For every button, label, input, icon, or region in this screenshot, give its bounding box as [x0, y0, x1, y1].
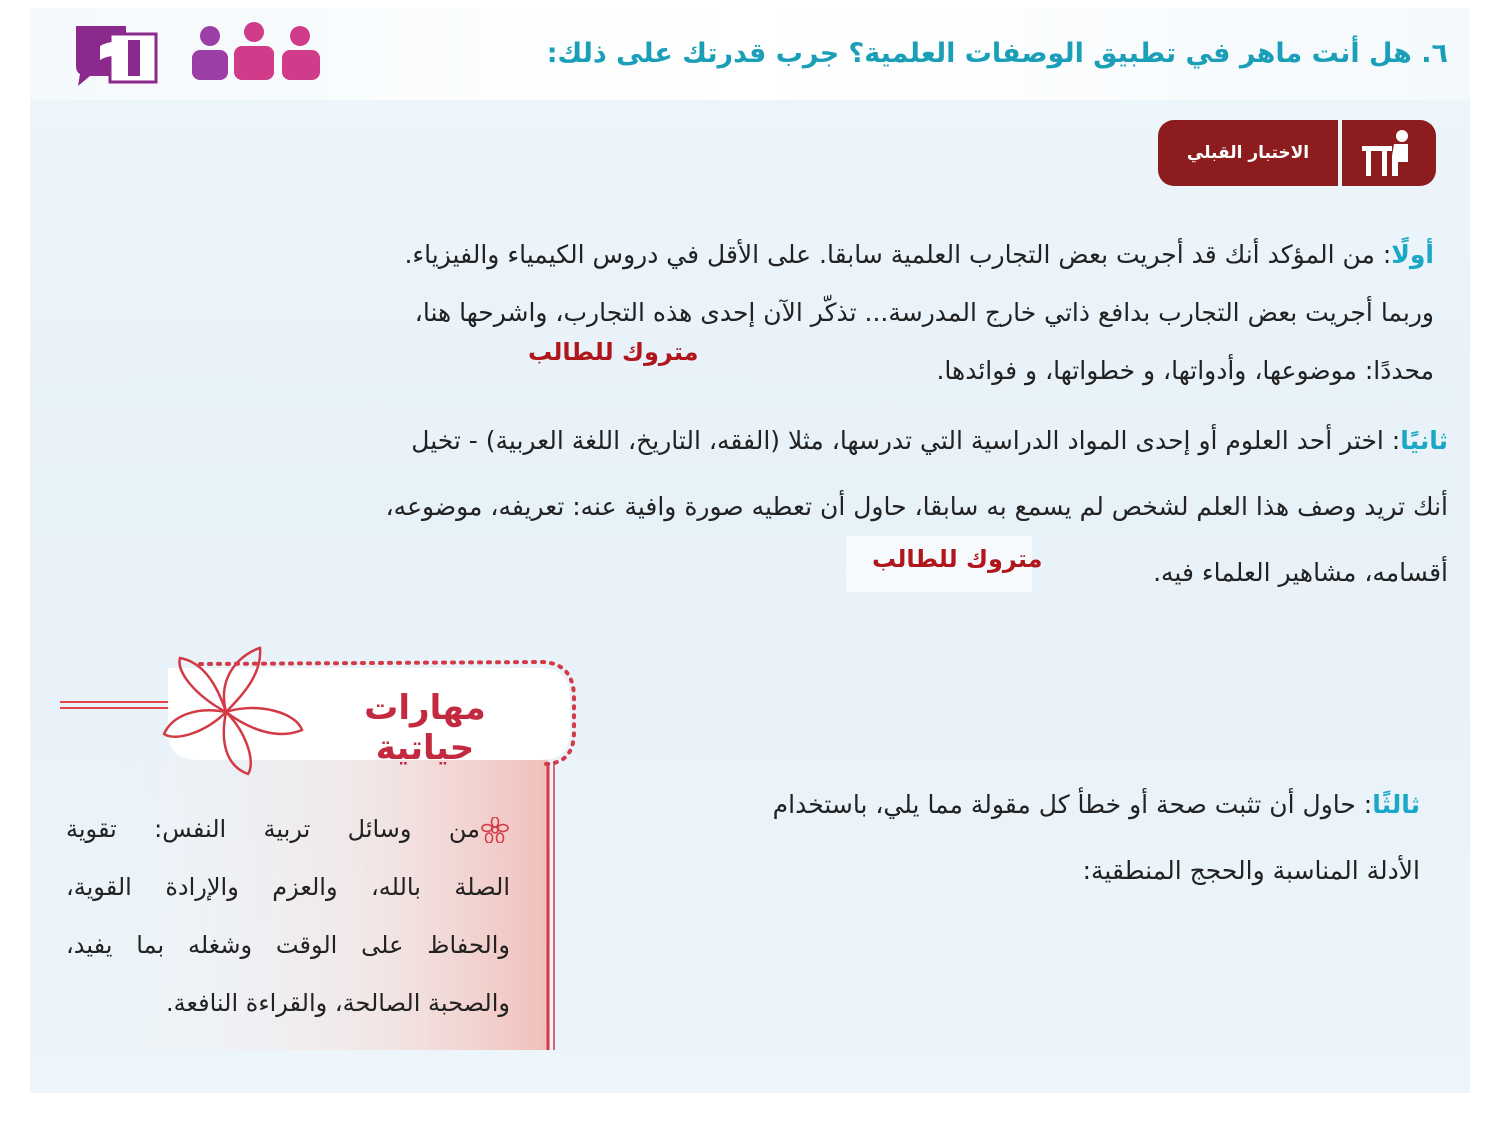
section-second-line-3: أقسامه، مشاهير العلماء فيه. — [1153, 558, 1448, 587]
answer-left-to-student-1: متروك للطالب — [528, 338, 699, 366]
group-work-icon — [188, 22, 324, 84]
life-skills-text — [66, 800, 510, 1032]
section-first — [54, 226, 1434, 400]
discussion-icon — [70, 20, 162, 90]
section-third-lead: ثالثًا — [1372, 790, 1420, 819]
section-first-line-1: أولًا: من المؤكد أنك قد أجريت بعض التجارب العلمية سابقا. على الأقل في دروس الكيمياء والفيزياء. — [404, 240, 1434, 269]
life-skills-line-2: الصلة بالله، والعزم والإرادة القوية، — [66, 873, 510, 901]
section-second — [48, 408, 1448, 606]
pretest-label: الاختبار القبلي — [1158, 120, 1338, 186]
section-second-line-1: ثانيًا: اختر أحد العلوم أو إحدى المواد الدراسية التي تدرسها، مثلا (الفقه، التاريخ، اللغة العربية) - تخيل — [411, 426, 1448, 455]
pretest-badge — [1158, 120, 1436, 186]
life-skills-line-3: والحفاظ على الوقت وشغله بما يفيد، — [66, 931, 510, 959]
exercise-title: ٦. هل أنت ماهر في تطبيق الوصفات العلمية؟ جرب قدرتك على ذلك: — [546, 38, 1448, 69]
section-third — [580, 772, 1420, 904]
section-first-line-2: وربما أجريت بعض التجارب بدافع ذاتي خارج المدرسة... تذكّر الآن إحدى هذه التجارب، واشرحها هنا، — [414, 298, 1434, 327]
life-skills-line-1: من وسائل تربية النفس: تقوية — [66, 800, 510, 858]
section-first-line-3: محددًا: موضوعها، وأدواتها، و خطواتها، و فوائدها. — [936, 356, 1434, 385]
answer-left-to-student-2: متروك للطالب — [872, 545, 1043, 573]
life-skills-line-4: والصحبة الصالحة، والقراءة النافعة. — [166, 989, 510, 1017]
section-third-line-2: الأدلة المناسبة والحجج المنطقية: — [1082, 856, 1420, 885]
section-first-lead: أولًا — [1391, 240, 1434, 269]
section-second-lead: ثانيًا — [1400, 426, 1448, 455]
section-third-line-1: ثالثًا: حاول أن تثبت صحة أو خطأ كل مقولة مما يلي، باستخدام — [772, 790, 1420, 819]
section-second-line-2: أنك تريد وصف هذا العلم لشخص لم يسمع به سابقا، حاول أن تعطيه صورة وافية عنه: تعريفه، موضوعه، — [385, 492, 1448, 521]
life-skills-title: مهارات حياتية — [364, 688, 486, 768]
student-at-desk-icon — [1342, 120, 1436, 186]
flower-bullet-icon — [480, 817, 510, 843]
